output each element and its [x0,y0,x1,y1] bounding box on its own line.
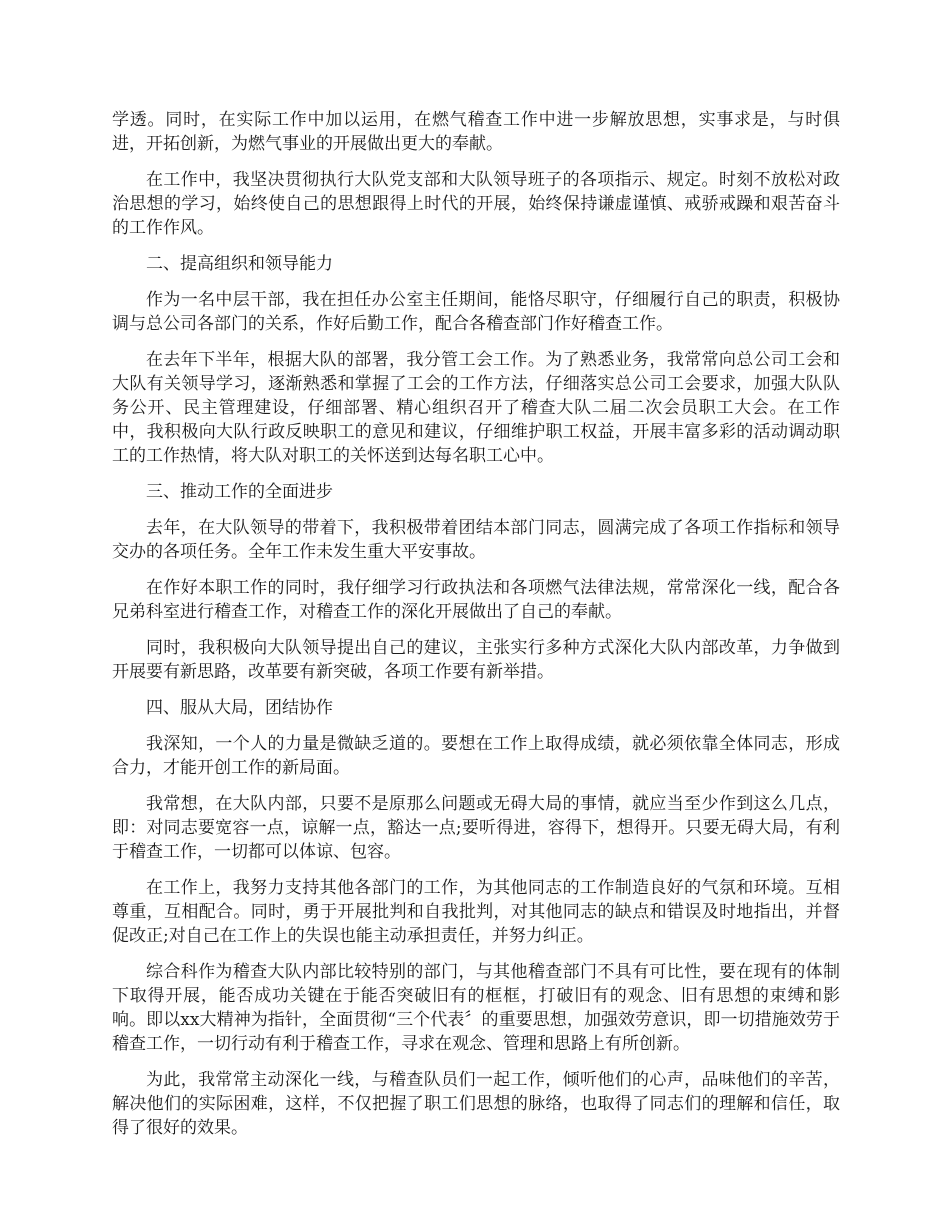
paragraph: 在去年下半年，根据大队的部署，我分管工会工作。为了熟悉业务，我常常向总公司工会和大队有关领导学习，逐渐熟悉和掌握了工会的工作方法，仔细落实总公司工会要求，加强大队队务公开、民主管理建设，仔细部署、精心组织召开了稽查大队二届二次会员职工大会。在工作中，我积极向大队行政反映职工的意见和建议，仔细维护职工权益，开展丰富多彩的活动调动职工的工作热情，将大队对职工的关怀送到达每名职工心中。 [112,350,840,466]
paragraph: 我常想，在大队内部，只要不是原那么问题或无碍大局的事情，就应当至少作到这么几点，即：对同志要宽容一点，谅解一点，豁达一点;要听得进，容得下，想得开。只要无碍大局，有利于稽查工作，一切都可以体谅、包容。 [112,794,840,862]
section-heading: 四、服从大局，团结协作 [146,698,333,718]
paragraph: 在工作中，我坚决贯彻执行大队党支部和大队领导班子的各项指示、规定。时刻不放松对政治思想的学习，始终使自己的思想跟得上时代的开展，始终保持谦虚谨慎、戒骄戒躁和艰苦奋斗的工作作风。 [112,170,840,238]
paragraph: 同时，我积极向大队领导提出自己的建议，主张实行多种方式深化大队内部改革，力争做到开展要有新思路，改革要有新突破，各项工作要有新举措。 [112,638,840,682]
paragraph: 在工作上，我努力支持其他各部门的工作，为其他同志的工作制造良好的气氛和环境。互相尊重，互相配合。同时，勇于开展批判和自我批判，对其他同志的缺点和错误及时地指出，并督促改正;对自己在工作上的失误也能主动承担责任，并努力纠正。 [112,878,840,946]
paragraph: 我深知，一个人的力量是微缺乏道的。要想在工作上取得成绩，就必须依靠全体同志，形成合力，才能开创工作的新局面。 [112,734,840,778]
section-heading: 三、推动工作的全面进步 [146,482,333,502]
paragraph: 作为一名中层干部，我在担任办公室主任期间，能恪尽职守，仔细履行自己的职责，积极协调与总公司各部门的关系，作好后勤工作，配合各稽查部门作好稽查工作。 [112,290,840,334]
paragraph: 为此，我常常主动深化一线，与稽查队员们一起工作，倾听他们的心声，品味他们的辛苦，解决他们的实际困难，这样，不仅把握了职工们思想的脉络，也取得了同志们的理解和信任，取得了很好的效果。 [112,1070,840,1138]
section-heading: 二、提高组织和领导能力 [146,254,333,274]
paragraph: 去年，在大队领导的带着下，我积极带着团结本部门同志，圆满完成了各项工作指标和领导交办的各项任务。全年工作未发生重大平安事故。 [112,518,840,562]
document-body [112,108,840,1152]
paragraph: 学透。同时，在实际工作中加以运用，在燃气稽查工作中进一步解放思想，实事求是，与时俱进，开拓创新，为燃气事业的开展做出更大的奉献。 [112,110,840,154]
paragraph: 综合科作为稽查大队内部比较特别的部门，与其他稽查部门不具有可比性，要在现有的体制下取得开展，能否成功关键在于能否突破旧有的框框，打破旧有的观念、旧有思想的束缚和影响。即以xx大精神为指针，全面贯彻“三个代表〞的重要思想，加强效劳意识，即一切措施效劳于稽查工作，一切行动有利于稽查工作，寻求在观念、管理和思路上有所创新。 [112,962,840,1054]
paragraph: 在作好本职工作的同时，我仔细学习行政执法和各项燃气法律法规，常常深化一线，配合各兄弟科室进行稽查工作，对稽查工作的深化开展做出了自己的奉献。 [112,578,840,622]
